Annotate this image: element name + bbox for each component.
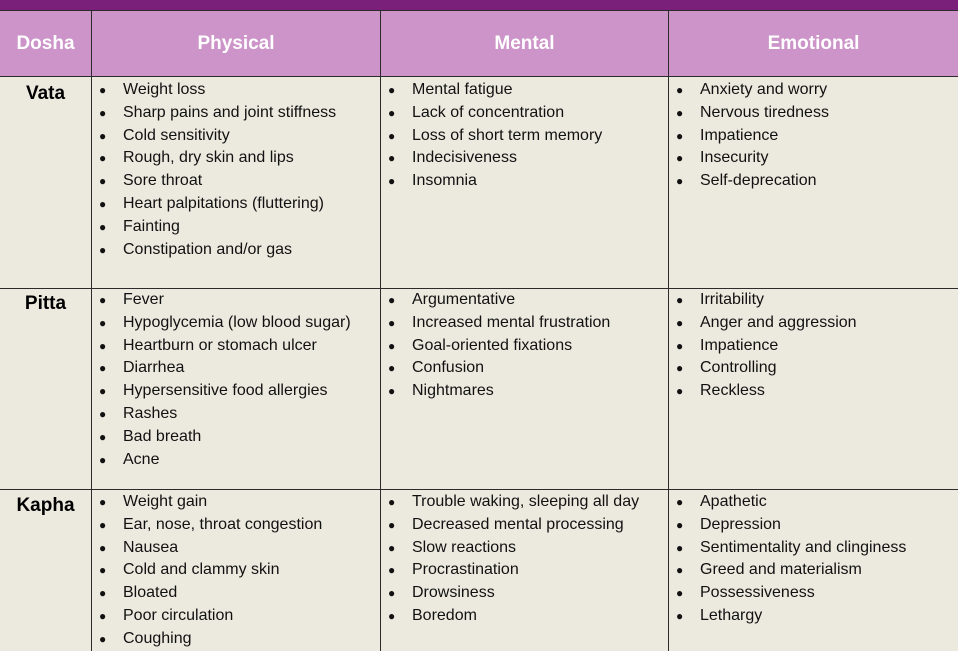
bullet-icon: ● xyxy=(388,540,396,555)
bullet-icon: ● xyxy=(676,517,684,532)
list-item xyxy=(92,514,322,537)
list-item xyxy=(669,537,906,560)
list-item-text: Impatience xyxy=(700,336,779,354)
list-item-text: Impatience xyxy=(700,126,779,144)
list-item-text: Loss of short term memory xyxy=(412,126,603,144)
list-item xyxy=(92,449,351,472)
list-item xyxy=(669,147,829,170)
list-item xyxy=(381,102,602,125)
list-item-text: Possessiveness xyxy=(700,584,815,602)
list-item xyxy=(669,491,906,514)
bullet-icon: ● xyxy=(388,517,396,532)
list-item xyxy=(381,559,639,582)
bullet-icon: ● xyxy=(388,174,396,189)
list-item xyxy=(381,605,639,628)
bullet-icon: ● xyxy=(388,151,396,166)
bullet-icon: ● xyxy=(388,495,396,509)
list-item xyxy=(92,335,351,358)
bullet-icon: ● xyxy=(676,384,684,399)
list-item-text: Lack of concentration xyxy=(412,103,565,121)
bullet-icon: ● xyxy=(99,495,107,509)
list-item-text: Ear, nose, throat congestion xyxy=(123,515,323,533)
bullet-icon: ● xyxy=(388,384,396,399)
list-item xyxy=(92,312,351,335)
bullet-icon: ● xyxy=(99,151,107,166)
list-item-text: Anger and aggression xyxy=(700,313,857,331)
list-item-text: Weight gain xyxy=(123,493,208,510)
list-item-text: Apathetic xyxy=(700,493,767,510)
list-item-text: Coughing xyxy=(123,629,192,647)
kapha-emotional-list xyxy=(669,491,906,628)
bullet-icon: ● xyxy=(99,361,107,376)
list-item xyxy=(92,170,336,193)
list-item-text: Anxiety and worry xyxy=(700,81,828,98)
list-item-text: Nausea xyxy=(123,538,179,556)
list-item-text: Weight loss xyxy=(123,81,206,98)
list-item-text: Greed and materialism xyxy=(700,561,862,579)
bullet-icon: ● xyxy=(99,196,107,211)
list-item-text: Insecurity xyxy=(700,149,769,167)
list-item-text: Heart palpitations (fluttering) xyxy=(123,194,324,212)
list-item-text: Nightmares xyxy=(412,382,494,400)
list-item xyxy=(381,514,639,537)
vata-physical-list xyxy=(92,79,336,261)
title-bar xyxy=(0,0,958,10)
list-item xyxy=(92,102,336,125)
header-dosha: Dosha xyxy=(0,11,92,77)
list-item xyxy=(669,514,906,537)
list-item xyxy=(92,582,322,605)
list-item-text: Slow reactions xyxy=(412,538,517,556)
bullet-icon: ● xyxy=(99,608,107,623)
list-item xyxy=(381,289,610,312)
list-item xyxy=(669,79,829,102)
list-item-text: Confusion xyxy=(412,359,485,377)
bullet-icon: ● xyxy=(99,338,107,353)
bullet-icon: ● xyxy=(99,83,107,97)
list-item xyxy=(92,537,322,560)
list-item-text: Nervous tiredness xyxy=(700,103,829,121)
list-item-text: Reckless xyxy=(700,382,765,400)
dosha-table xyxy=(0,10,958,650)
list-item-text: Hypersensitive food allergies xyxy=(123,382,328,400)
list-item xyxy=(669,289,857,312)
list-item xyxy=(92,125,336,148)
list-item-text: Cold and clammy skin xyxy=(123,561,280,579)
list-item-text: Self-deprecation xyxy=(700,172,817,190)
bullet-icon: ● xyxy=(99,128,107,143)
list-item-text: Decreased mental processing xyxy=(412,515,624,533)
list-item xyxy=(381,537,639,560)
list-item-text: Irritability xyxy=(700,291,765,308)
bullet-icon: ● xyxy=(388,128,396,143)
bullet-icon: ● xyxy=(676,361,684,376)
list-item-text: Boredom xyxy=(412,606,477,624)
list-item-text: Cold sensitivity xyxy=(123,126,230,144)
list-item xyxy=(669,170,829,193)
list-item xyxy=(669,335,857,358)
bullet-icon: ● xyxy=(99,315,107,330)
list-item xyxy=(381,380,610,403)
list-item-text: Insomnia xyxy=(412,172,477,190)
bullet-icon: ● xyxy=(388,105,396,120)
bullet-icon: ● xyxy=(99,586,107,601)
list-item xyxy=(92,239,336,262)
bullet-icon: ● xyxy=(676,315,684,330)
pitta-mental-list xyxy=(381,289,610,403)
list-item-text: Lethargy xyxy=(700,606,763,624)
list-item xyxy=(381,79,602,102)
kapha-physical-list xyxy=(92,491,322,651)
list-item-text: Goal-oriented fixations xyxy=(412,336,573,354)
list-item xyxy=(92,605,322,628)
list-item xyxy=(381,491,639,514)
pitta-physical-list xyxy=(92,289,351,471)
list-item-text: Bad breath xyxy=(123,427,202,445)
bullet-icon: ● xyxy=(676,586,684,601)
list-item xyxy=(669,380,857,403)
bullet-icon: ● xyxy=(388,83,396,97)
list-item xyxy=(381,170,602,193)
bullet-icon: ● xyxy=(388,608,396,623)
bullet-icon: ● xyxy=(99,563,107,578)
vata-emotional-list xyxy=(669,79,829,193)
list-item xyxy=(92,491,322,514)
header-physical: Physical xyxy=(92,11,381,77)
bullet-icon: ● xyxy=(676,105,684,120)
list-item-text: Mental fatigue xyxy=(412,81,513,98)
list-item xyxy=(92,147,336,170)
bullet-icon: ● xyxy=(388,293,396,307)
list-item-text: Poor circulation xyxy=(123,606,234,624)
list-item-text: Sore throat xyxy=(123,172,203,190)
list-item-text: Rough, dry skin and lips xyxy=(123,149,294,167)
bullet-icon: ● xyxy=(388,563,396,578)
list-item xyxy=(669,357,857,380)
list-item xyxy=(381,125,602,148)
bullet-icon: ● xyxy=(99,406,107,421)
list-item-text: Controlling xyxy=(700,359,777,377)
bullet-icon: ● xyxy=(99,384,107,399)
list-item xyxy=(381,582,639,605)
list-item-text: Argumentative xyxy=(412,291,516,308)
bullet-icon: ● xyxy=(388,361,396,376)
bullet-icon: ● xyxy=(676,293,684,307)
list-item xyxy=(669,102,829,125)
bullet-icon: ● xyxy=(388,315,396,330)
vata-mental-list xyxy=(381,79,602,193)
dosha-name-pitta: Pitta xyxy=(24,293,67,314)
list-item xyxy=(92,426,351,449)
bullet-icon: ● xyxy=(99,452,107,467)
list-item xyxy=(669,582,906,605)
bullet-icon: ● xyxy=(676,563,684,578)
bullet-icon: ● xyxy=(99,242,107,257)
list-item xyxy=(92,193,336,216)
list-item-text: Heartburn or stomach ulcer xyxy=(123,336,317,354)
kapha-mental-list xyxy=(381,491,639,628)
bullet-icon: ● xyxy=(676,83,684,97)
dosha-name-vata: Vata xyxy=(25,83,66,104)
list-item-text: Procrastination xyxy=(412,561,519,579)
list-item-text: Constipation and/or gas xyxy=(123,240,292,258)
list-item xyxy=(92,380,351,403)
list-item xyxy=(92,289,351,312)
bullet-icon: ● xyxy=(676,151,684,166)
pitta-emotional-list xyxy=(669,289,857,403)
list-item-text: Bloated xyxy=(123,584,178,602)
bullet-icon: ● xyxy=(99,517,107,532)
bullet-icon: ● xyxy=(99,219,107,234)
list-item-text: Diarrhea xyxy=(123,359,185,377)
list-item-text: Trouble waking, sleeping all day xyxy=(412,493,640,510)
list-item xyxy=(92,559,322,582)
list-item xyxy=(669,559,906,582)
list-item xyxy=(669,125,829,148)
list-item xyxy=(92,79,336,102)
list-item xyxy=(92,628,322,651)
list-item-text: Drowsiness xyxy=(412,584,495,602)
bullet-icon: ● xyxy=(99,174,107,189)
bullet-icon: ● xyxy=(388,338,396,353)
list-item-text: Hypoglycemia (low blood sugar) xyxy=(123,313,351,331)
bullet-icon: ● xyxy=(99,105,107,120)
bullet-icon: ● xyxy=(676,495,684,509)
list-item xyxy=(669,312,857,335)
bullet-icon: ● xyxy=(676,174,684,189)
list-item xyxy=(381,147,602,170)
bullet-icon: ● xyxy=(676,540,684,555)
bullet-icon: ● xyxy=(99,631,107,646)
list-item xyxy=(92,357,351,380)
list-item xyxy=(381,312,610,335)
bullet-icon: ● xyxy=(676,608,684,623)
list-item-text: Depression xyxy=(700,515,781,533)
list-item xyxy=(381,335,610,358)
bullet-icon: ● xyxy=(99,429,107,444)
list-item-text: Fainting xyxy=(123,217,180,235)
list-item xyxy=(92,403,351,426)
bullet-icon: ● xyxy=(676,338,684,353)
list-item-text: Acne xyxy=(123,450,160,468)
bullet-icon: ● xyxy=(388,586,396,601)
list-item-text: Fever xyxy=(123,291,164,308)
list-item xyxy=(669,605,906,628)
dosha-name-kapha: Kapha xyxy=(16,495,75,516)
list-item xyxy=(92,216,336,239)
bullet-icon: ● xyxy=(99,293,107,307)
list-item xyxy=(381,357,610,380)
list-item-text: Sentimentality and clinginess xyxy=(700,538,907,556)
list-item-text: Increased mental frustration xyxy=(412,313,611,331)
list-item-text: Indecisiveness xyxy=(412,149,517,167)
row-divider xyxy=(0,489,958,490)
list-item-text: Sharp pains and joint stiffness xyxy=(123,103,337,121)
list-item-text: Rashes xyxy=(123,404,178,422)
bullet-icon: ● xyxy=(676,128,684,143)
header-emotional: Emotional xyxy=(669,11,958,77)
bullet-icon: ● xyxy=(99,540,107,555)
header-mental: Mental xyxy=(381,11,669,77)
